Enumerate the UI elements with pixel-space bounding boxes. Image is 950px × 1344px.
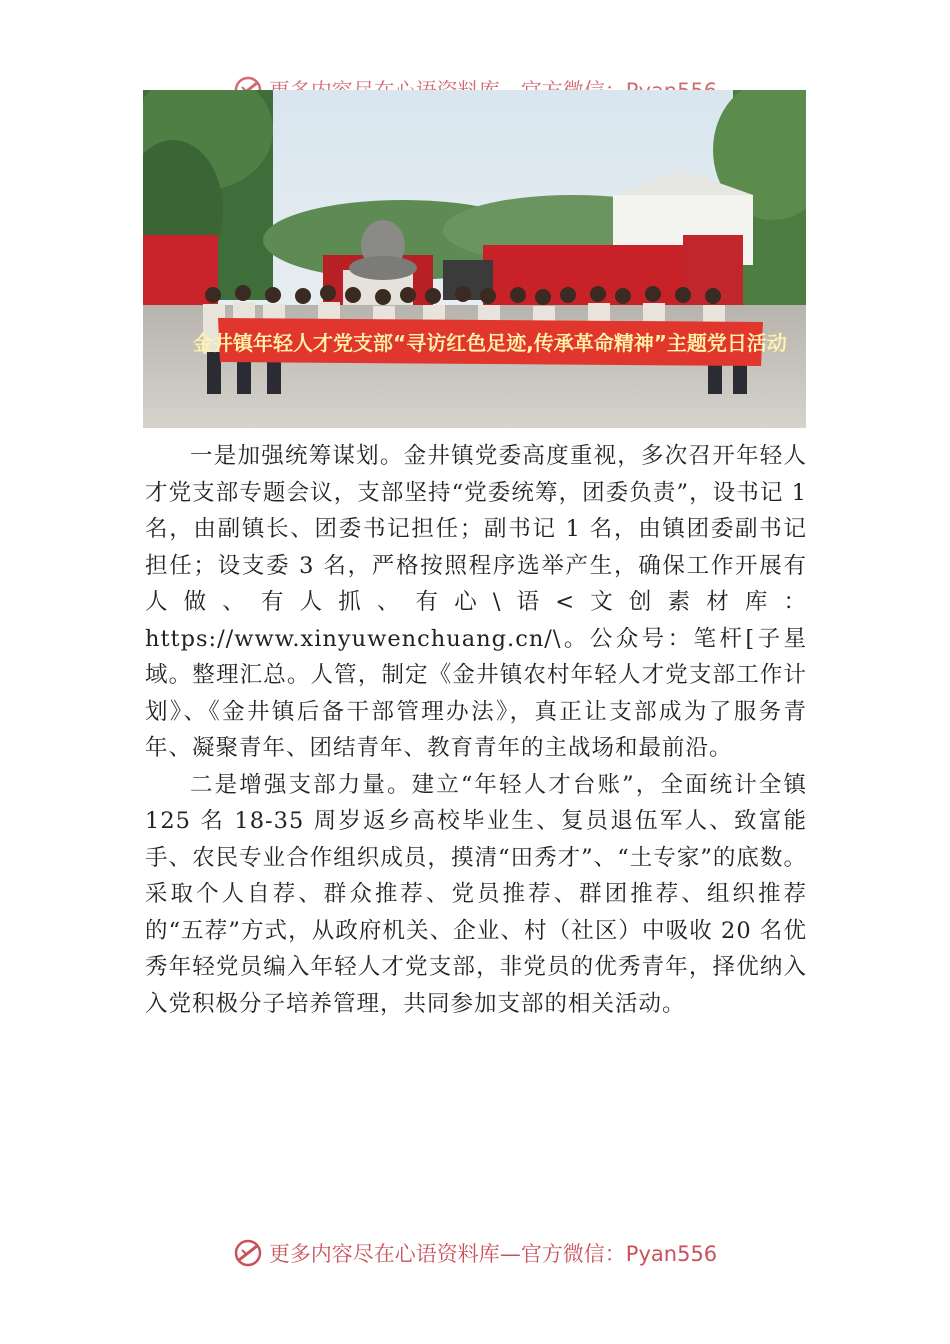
- watermark-footer: [0, 1233, 950, 1273]
- paragraph-1: 一是加强统筹谋划。金井镇党委高度重视，多次召开年轻人才党支部专题会议，支部坚持“党委统筹，团委负责”，设书记 1 名，由副镇长、团委书记担任；副书记 1 名，由镇团委副书记担任；设支委 3 名，严格按照程序选举产生，确保工作开展有人做、有人抓、有心\语<文创素材库：https://www.xinyuwenchuang.cn/\。公众号：笔杆[子星域。整理汇总。人管，制定《金井镇农村年轻人才党支部工作计划》、《金井镇后备干部管理办法》，真正让支部成为了服务青年、凝聚青年、团结青年、教育青年的主战场和最前沿。: [145, 443, 807, 761]
- watermark-sub-text: —官方微信：Pyan556: [499, 1242, 718, 1266]
- article-body: [145, 438, 807, 1022]
- group-photo: [143, 90, 806, 428]
- banner-text: 金井镇年轻人才党支部“寻访红色足迹,传承革命精神”主题党日活动: [193, 331, 787, 355]
- brand-logo-icon: [233, 1238, 263, 1268]
- watermark-main-text: 更多内容尽在心语资料库: [268, 1242, 500, 1266]
- paragraph-2: 二是增强支部力量。建立“年轻人才台账”，全面统计全镇 125 名 18-35 周岁返乡高校毕业生、复员退伍军人、致富能手、农民专业合作组织成员，摸清“田秀才”、“土专家”的底数。采取个人自荐、群众推荐、党员推荐、群团推荐、组织推荐的“五荐”方式，从政府机关、企业、村（社区）中吸收 20 名优秀年轻党员编入年轻人才党支部，非党员的优秀青年，择优纳入入党积极分子培养管理，共同参加支部的相关活动。: [145, 771, 807, 1017]
